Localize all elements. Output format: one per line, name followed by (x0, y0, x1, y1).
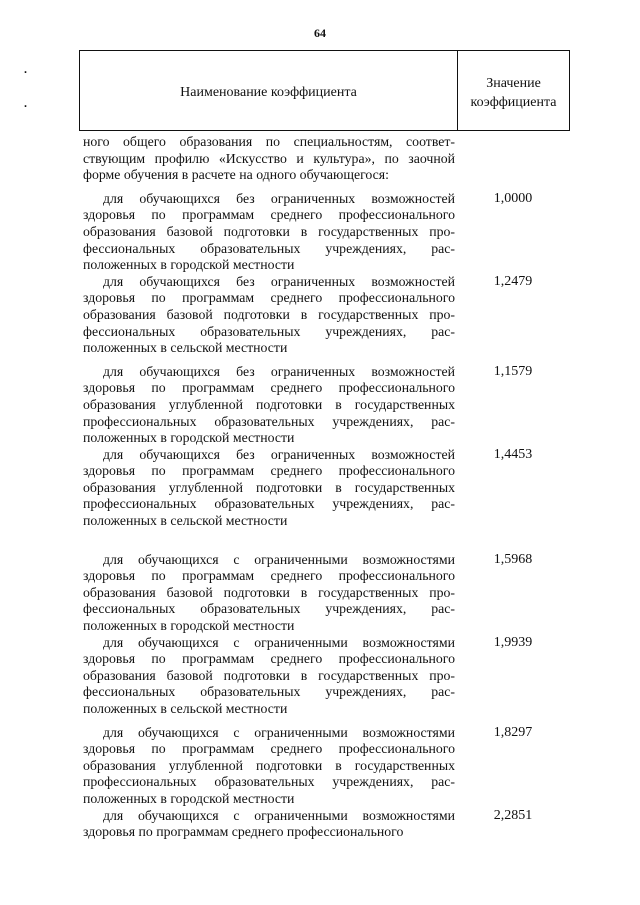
description-line: фессиональных образовательных учреждениях, рас- (83, 601, 455, 617)
margin-mark: . (24, 96, 27, 110)
description-line: положенных в городской местности (83, 790, 295, 806)
page-number: 64 (314, 26, 326, 40)
intro-line: ного общего образования по специальностям, соответ- (83, 134, 455, 149)
coefficient-value: 1,1579 (493, 363, 533, 379)
description-line: для обучающихся с ограниченными возможностями (103, 634, 455, 650)
column-header-name: Наименование коэффициента (80, 51, 458, 130)
description-line: фессиональных образовательных учреждениях, рас- (83, 240, 455, 256)
coefficient-row (83, 274, 563, 357)
coefficient-value: 1,5968 (493, 551, 533, 567)
description-line: здоровья по программам среднего профессионального (83, 290, 455, 306)
coefficient-description (83, 635, 455, 718)
coefficient-row (83, 191, 563, 274)
description-line: положенных в сельской местности (83, 340, 288, 356)
description-line: положенных в городской местности (83, 618, 295, 634)
table-header (79, 50, 570, 131)
description-line: профессиональных образовательных учреждениях, рас- (83, 496, 455, 512)
coefficient-description (83, 552, 455, 635)
coefficient-row (83, 808, 563, 841)
description-line: образования углубленной подготовки в государственных (83, 757, 455, 773)
description-line: для обучающихся с ограниченными возможностями (103, 551, 455, 567)
description-line: здоровья по программам среднего профессионального (83, 380, 455, 396)
intro-line: форме обучения в расчете на одного обучающегося: (83, 167, 389, 183)
column-header-value-line2: коэффициента (470, 94, 557, 110)
coefficient-row (83, 364, 563, 447)
description-line: для обучающихся без ограниченных возможностей (103, 446, 455, 462)
coefficient-rows (83, 191, 563, 841)
description-line: для обучающихся без ограниченных возможностей (103, 190, 455, 206)
description-line: положенных в сельской местности (83, 513, 288, 529)
description-line: образования углубленной подготовки в государственных (83, 396, 455, 412)
description-line: положенных в городской местности (83, 257, 295, 273)
coefficient-description (83, 364, 455, 447)
description-line: здоровья по программам среднего профессионального (83, 568, 455, 584)
coefficient-description (83, 808, 455, 841)
coefficient-value: 2,2851 (493, 807, 533, 823)
description-line: фессиональных образовательных учреждениях, рас- (83, 323, 455, 339)
description-line: здоровья по программам среднего профессионального (83, 463, 455, 479)
description-line: для обучающихся без ограниченных возможностей (103, 273, 455, 289)
coefficient-description (83, 447, 455, 530)
description-line: образования базовой подготовки в государственных про- (83, 223, 455, 239)
description-line: положенных в сельской местности (83, 701, 288, 716)
description-line: образования базовой подготовки в государственных про- (83, 584, 455, 600)
description-line: профессиональных образовательных учреждениях, рас- (83, 774, 455, 790)
table-body (83, 134, 563, 841)
coefficient-description (83, 191, 455, 274)
description-line: для обучающихся с ограниченными возможностями (103, 724, 455, 740)
coefficient-value: 1,0000 (493, 190, 533, 206)
coefficient-row (83, 552, 563, 635)
description-line: здоровья по программам среднего профессионального (83, 741, 455, 757)
coefficient-value: 1,2479 (493, 273, 533, 289)
description-line: образования базовой подготовки в государственных про- (83, 306, 455, 322)
description-line: здоровья по программам среднего профессионального (83, 824, 404, 840)
description-line: фессиональных образовательных учреждениях, рас- (83, 684, 455, 700)
coefficient-value: 1,9939 (493, 634, 533, 650)
coefficient-row (83, 725, 563, 808)
coefficient-value: 1,8297 (493, 724, 533, 740)
column-header-value-line1: Значение (486, 75, 541, 91)
coefficient-description (83, 274, 455, 357)
intro-line: ствующим профилю «Искусство и культура», по заочной (83, 150, 455, 166)
column-header-value (458, 51, 569, 130)
coefficient-description (83, 725, 455, 808)
description-line: здоровья по программам среднего профессионального (83, 651, 455, 667)
coefficient-row (83, 635, 563, 718)
description-line: профессиональных образовательных учреждениях, рас- (83, 413, 455, 429)
coefficient-row (83, 447, 563, 530)
description-line: для обучающихся с ограниченными возможностями (103, 807, 455, 823)
description-line: положенных в городской местности (83, 430, 295, 446)
description-line: для обучающихся без ограниченных возможностей (103, 363, 455, 379)
intro-text (83, 134, 455, 184)
coefficient-value: 1,4453 (493, 446, 533, 462)
margin-mark: . (24, 62, 27, 76)
description-line: образования базовой подготовки в государственных про- (83, 667, 455, 683)
description-line: здоровья по программам среднего профессионального (83, 207, 455, 223)
description-line: образования углубленной подготовки в государственных (83, 479, 455, 495)
